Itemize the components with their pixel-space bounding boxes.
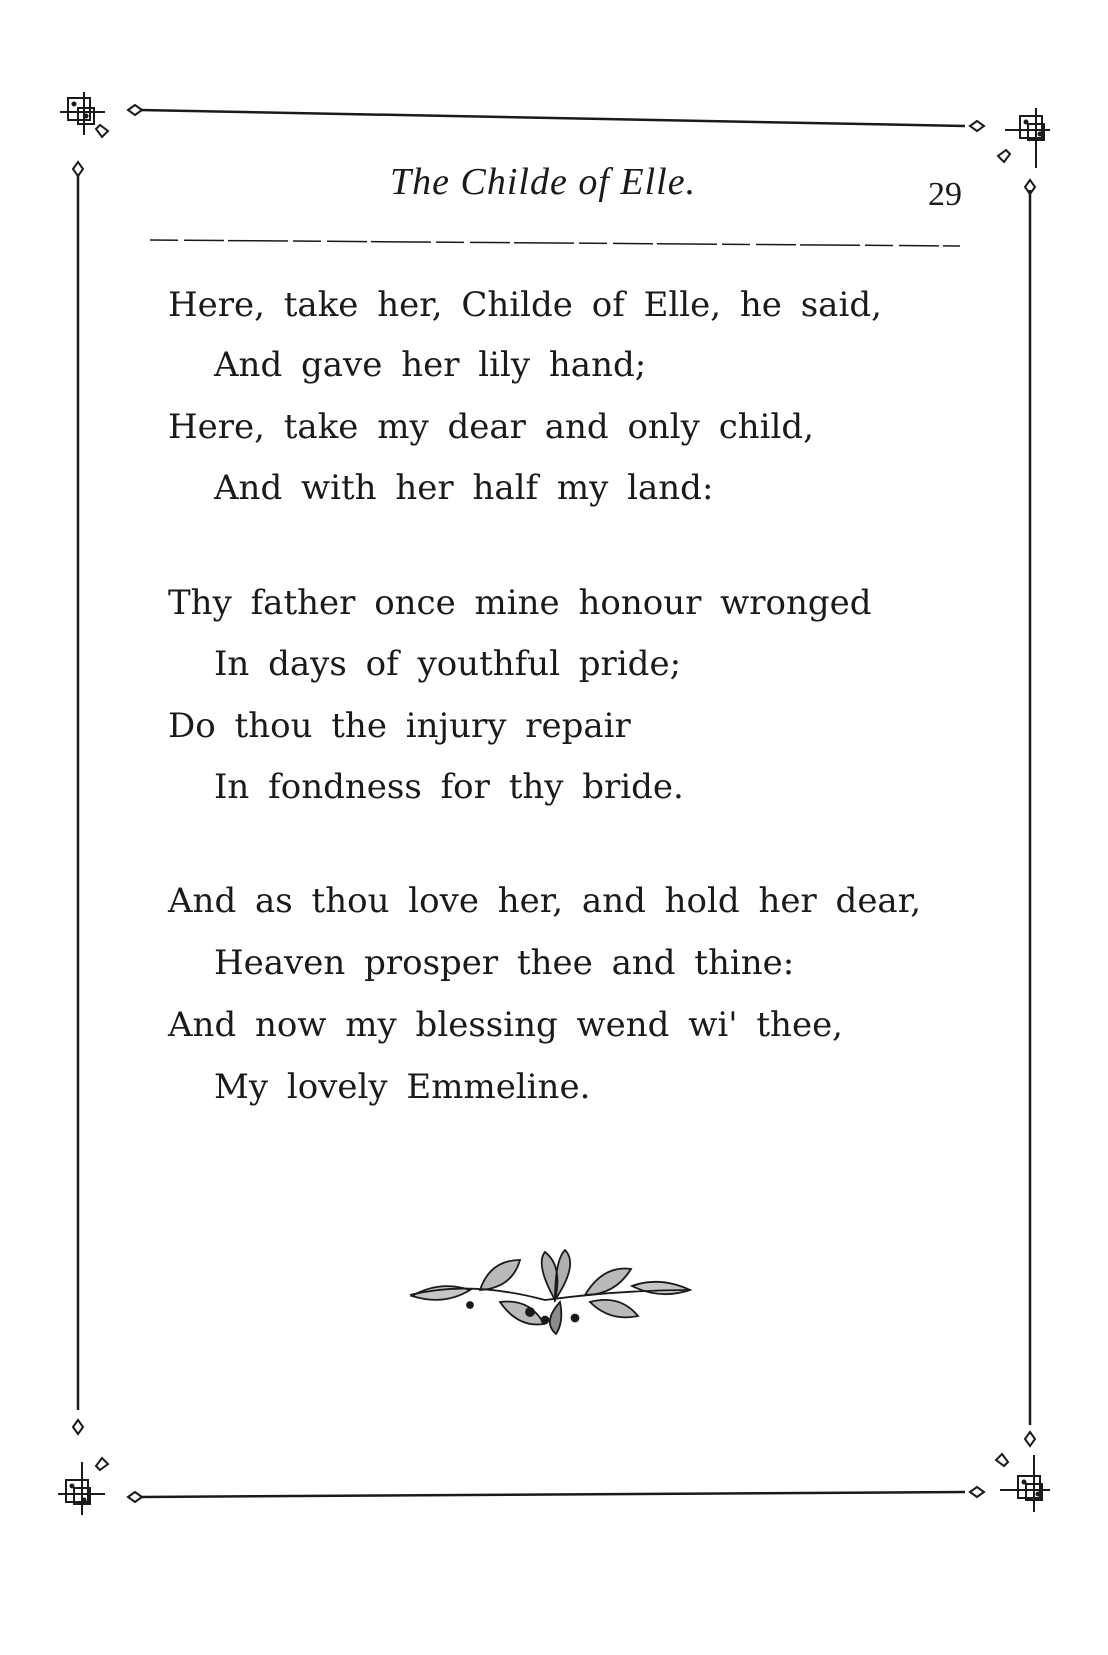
poem-line: Here, take my dear and only child, [168,407,814,447]
poem-line: And gave her lily hand; [214,345,647,385]
page-number: 29 [928,176,962,213]
poem-line: And now my blessing wend wi' thee, [168,1005,843,1045]
poem-line: And with her half my land: [214,468,714,508]
poem-line: In fondness for thy bride. [214,767,684,807]
top-border-line [140,110,965,126]
running-title: The Childe of Elle. [390,161,697,203]
poem-line: Do thou the injury repair [168,706,631,746]
poem-line: Thy father once mine honour wronged [168,583,872,623]
bottom-border-line [140,1492,965,1497]
header-rule [150,240,960,246]
floral-tailpiece-icon [410,1250,690,1334]
poem-line: My lovely Emmeline. [214,1067,591,1107]
poem-line: Heaven prosper thee and thine: [214,943,795,983]
poem-line: Here, take her, Childe of Elle, he said, [168,285,882,325]
poem-line: In days of youthful pride; [214,644,682,684]
poem-line: And as thou love her, and hold her dear, [168,881,922,921]
